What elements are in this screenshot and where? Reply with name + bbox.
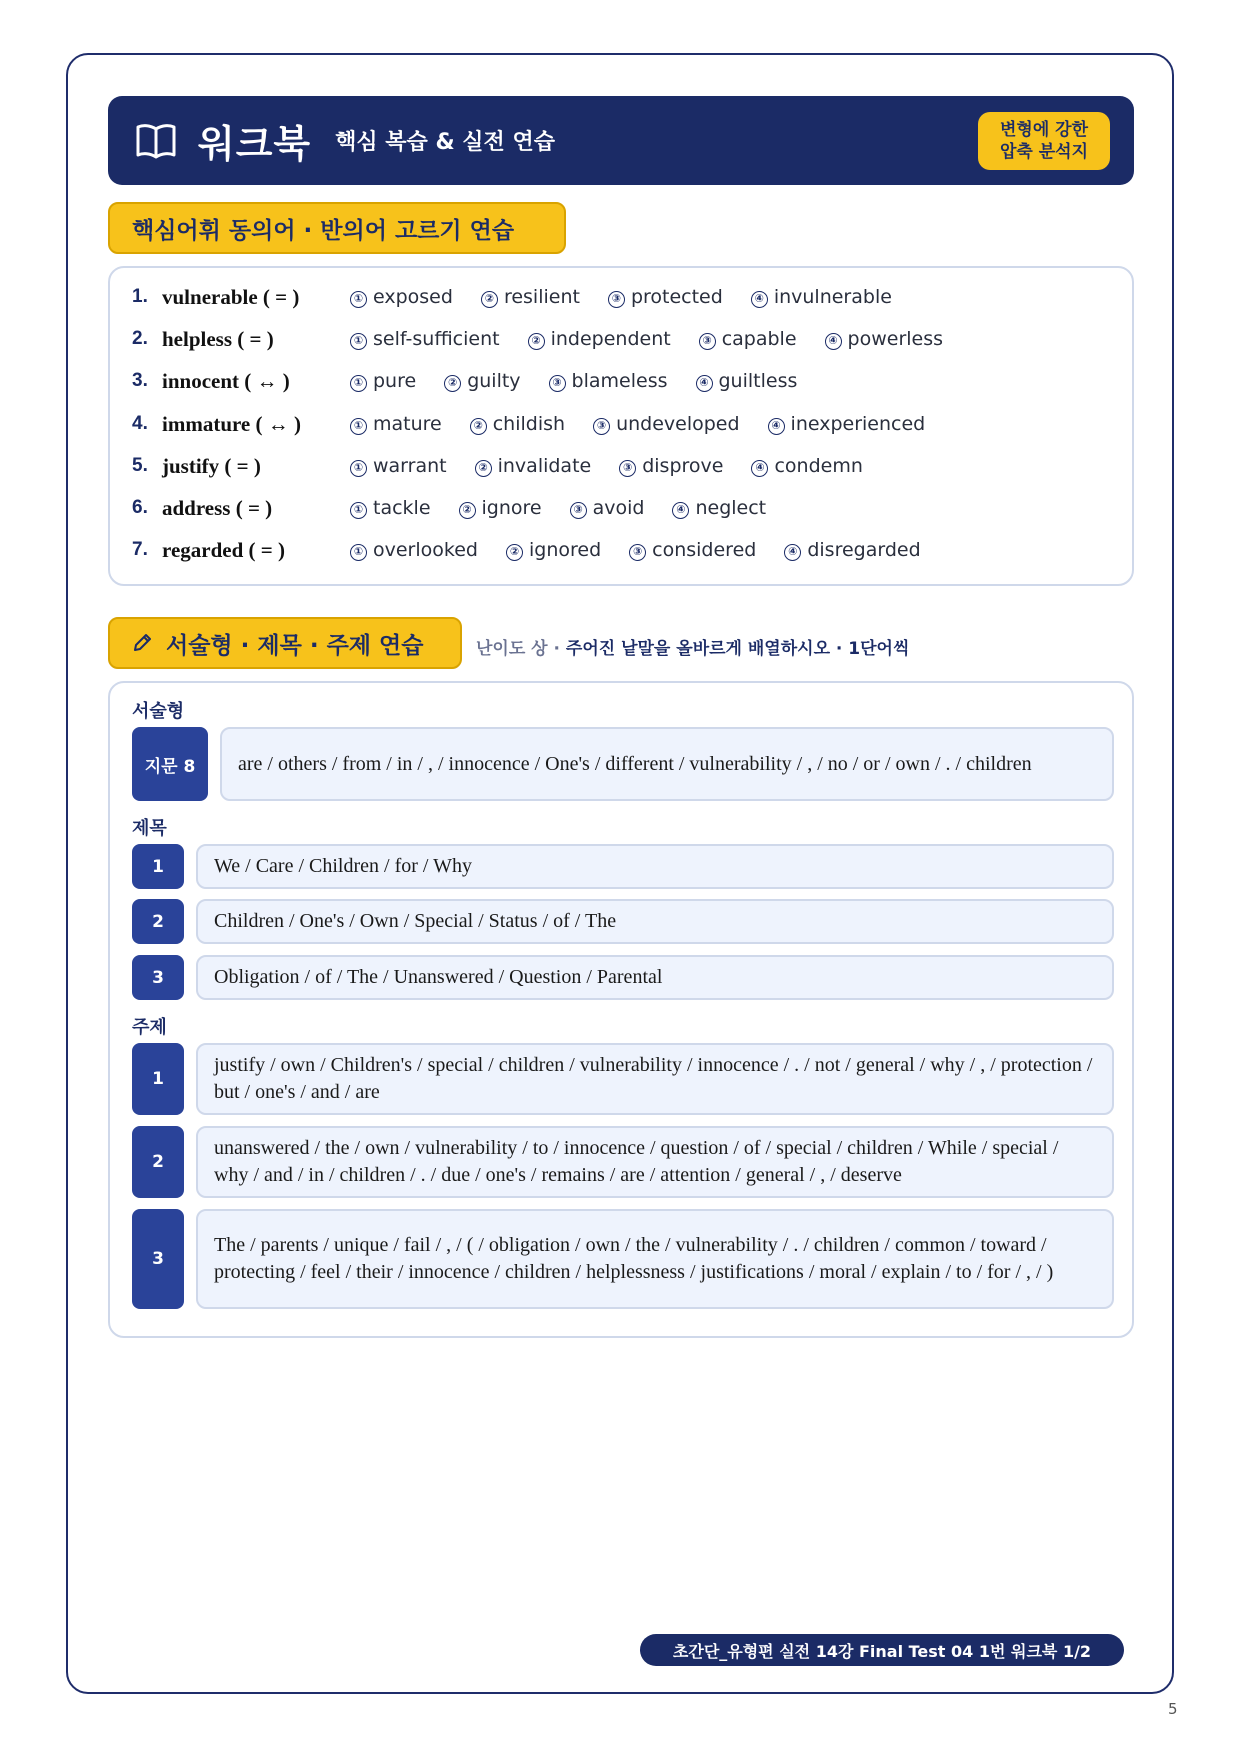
writing-instruction	[476, 634, 909, 659]
option-marker: ④	[768, 418, 785, 435]
vocab-option[interactable]: ② resilient	[481, 286, 580, 308]
workbook-header	[108, 96, 1134, 185]
theme-scramble-text: justify / own / Children's / special / children / vulnerability / innocence / . / not / general / why / , / protection / but / one's / and / are	[214, 1054, 1093, 1103]
vocab-item-word: regarded ( = )	[162, 537, 285, 562]
vocab-option[interactable]: ④ inexperienced	[768, 413, 926, 435]
option-marker: ②	[470, 418, 487, 435]
vocab-item-number: 4.	[132, 413, 148, 434]
vocab-option[interactable]: ① warrant	[350, 455, 447, 477]
option-marker: ①	[350, 418, 367, 435]
option-marker: ④	[825, 333, 842, 350]
vocab-item-word: justify ( = )	[162, 453, 261, 478]
vocab-option[interactable]: ③ considered	[629, 539, 756, 561]
vocab-option[interactable]: ① overlooked	[350, 539, 478, 561]
option-marker: ②	[528, 333, 545, 350]
theme-number-badge: 2	[132, 1126, 184, 1198]
vocab-option[interactable]: ④ neglect	[672, 497, 766, 519]
title-number-badge: 1	[132, 844, 184, 889]
essay-passage-badge: 지문 8	[132, 727, 208, 801]
vocab-item	[132, 366, 825, 396]
vocab-item-number: 7.	[132, 539, 148, 560]
vocab-item-number: 6.	[132, 497, 148, 518]
vocab-section-heading	[108, 202, 566, 254]
option-marker: ②	[481, 291, 498, 308]
vocab-option[interactable]: ③ undeveloped	[593, 413, 739, 435]
vocab-item	[132, 282, 920, 312]
vocab-option[interactable]: ① exposed	[350, 286, 453, 308]
option-marker: ①	[350, 375, 367, 392]
vocab-item-word: address ( = )	[162, 495, 273, 520]
title-scramble-card	[196, 844, 1114, 889]
option-marker: ①	[350, 502, 367, 519]
option-marker: ③	[619, 460, 636, 477]
vocab-option[interactable]: ② ignored	[506, 539, 601, 561]
feature-badge-line2: 압축 분석지	[999, 141, 1089, 162]
option-marker: ②	[506, 544, 523, 561]
vocab-option[interactable]: ④ powerless	[825, 328, 944, 350]
vocab-item-number: 5.	[132, 455, 148, 476]
footer-label: 초간단_유형편 실전 14강 Final Test 04 1번 워크북 1/2	[640, 1634, 1124, 1666]
writing-question-box	[108, 681, 1134, 1338]
difficulty-label: 난이도 상 ·	[476, 639, 566, 659]
feature-badge-line1: 변형에 강한	[999, 119, 1089, 140]
option-marker: ①	[350, 460, 367, 477]
vocab-item-word: innocent ( ↔ )	[162, 368, 290, 393]
vocab-item-number: 3.	[132, 370, 148, 391]
option-marker: ③	[549, 375, 566, 392]
option-marker: ②	[475, 460, 492, 477]
theme-number-badge: 1	[132, 1043, 184, 1115]
vocab-option[interactable]: ① pure	[350, 370, 416, 392]
vocab-option[interactable]: ① tackle	[350, 497, 431, 519]
option-marker: ④	[751, 460, 768, 477]
feature-badge	[978, 112, 1110, 170]
vocab-item-word: vulnerable ( = )	[162, 284, 300, 309]
vocab-item	[132, 493, 794, 523]
option-marker: ③	[608, 291, 625, 308]
page-subtitle: 핵심 복습 & 실전 연습	[335, 130, 555, 155]
vocab-question-box	[108, 266, 1134, 586]
page-number: 5	[1168, 1700, 1178, 1718]
vocab-item-number: 2.	[132, 328, 148, 349]
option-marker: ②	[444, 375, 461, 392]
title-scramble-text: We / Care / Children / for / Why	[214, 855, 472, 877]
theme-scramble-card	[196, 1209, 1114, 1309]
option-marker: ①	[350, 544, 367, 561]
vocab-option[interactable]: ② independent	[528, 328, 671, 350]
page-title: 워크북	[198, 122, 312, 166]
theme-scramble-card	[196, 1043, 1114, 1115]
essay-label: 서술형	[132, 701, 185, 722]
option-marker: ③	[699, 333, 716, 350]
option-marker: ①	[350, 333, 367, 350]
vocab-item-number: 1.	[132, 286, 148, 307]
vocab-option[interactable]: ① self-sufficient	[350, 328, 500, 350]
vocab-item-word: helpless ( = )	[162, 326, 274, 351]
option-marker: ④	[672, 502, 689, 519]
title-number-badge: 3	[132, 955, 184, 1000]
vocab-option[interactable]: ② ignore	[459, 497, 542, 519]
title-scramble-card	[196, 955, 1114, 1000]
vocab-option[interactable]: ② invalidate	[475, 455, 592, 477]
vocab-option[interactable]: ③ capable	[699, 328, 797, 350]
title-number-badge: 2	[132, 899, 184, 944]
option-marker: ④	[696, 375, 713, 392]
vocab-option[interactable]: ③ avoid	[570, 497, 645, 519]
instruction-text: 주어진 낱말을 올바르게 배열하시오 · 1단어씩	[565, 639, 910, 659]
vocab-option[interactable]: ② childish	[470, 413, 565, 435]
title-scramble-text: Obligation / of / The / Unanswered / Question / Parental	[214, 966, 663, 988]
vocab-item-word: immature ( ↔ )	[162, 411, 301, 436]
pencil-icon	[132, 633, 152, 653]
theme-scramble-card	[196, 1126, 1114, 1198]
vocab-item	[132, 535, 949, 565]
vocab-item	[132, 451, 891, 481]
book-icon	[136, 123, 176, 159]
vocab-option[interactable]: ③ protected	[608, 286, 723, 308]
vocab-option[interactable]: ④ disregarded	[784, 539, 920, 561]
vocab-option[interactable]: ④ invulnerable	[751, 286, 892, 308]
vocab-option[interactable]: ④ condemn	[751, 455, 862, 477]
essay-scramble-card	[220, 727, 1114, 801]
option-marker: ③	[593, 418, 610, 435]
vocab-item	[132, 324, 971, 354]
vocab-section-title: 핵심어휘 동의어 · 반의어 고르기 연습	[132, 217, 515, 244]
vocab-option[interactable]: ① mature	[350, 413, 442, 435]
option-marker: ①	[350, 291, 367, 308]
option-marker: ④	[751, 291, 768, 308]
vocab-item	[132, 409, 953, 439]
title-scramble-text: Children / One's / Own / Special / Status / of / The	[214, 910, 617, 932]
option-marker: ③	[629, 544, 646, 561]
title-scramble-card	[196, 899, 1114, 944]
theme-label: 주제	[132, 1017, 167, 1038]
option-marker: ④	[784, 544, 801, 561]
writing-section-heading	[108, 617, 462, 669]
vocab-option[interactable]: ④ guiltless	[696, 370, 798, 392]
vocab-option[interactable]: ③ blameless	[549, 370, 668, 392]
option-marker: ③	[570, 502, 587, 519]
essay-scramble-text: are / others / from / in / , / innocence / One's / different / vulnerability / , / no / or / own / . / children	[238, 752, 1032, 775]
option-marker: ②	[459, 502, 476, 519]
title-label: 제목	[132, 818, 167, 839]
theme-number-badge: 3	[132, 1209, 184, 1309]
theme-scramble-text: The / parents / unique / fail / , / ( / obligation / own / the / vulnerability / . / children / common / toward / protecting / feel / their / innocence / children / helplessness / justifications / moral / explain / to / for / , / )	[214, 1234, 1054, 1283]
theme-scramble-text: unanswered / the / own / vulnerability / to / innocence / question / of / special / children / While / special / why / and / in / children / . / due / one's / remains / are / attention / general / , / deserve	[214, 1137, 1059, 1186]
vocab-option[interactable]: ③ disprove	[619, 455, 723, 477]
vocab-option[interactable]: ② guilty	[444, 370, 520, 392]
writing-section-title: 서술형 · 제목 · 주제 연습	[166, 632, 424, 659]
